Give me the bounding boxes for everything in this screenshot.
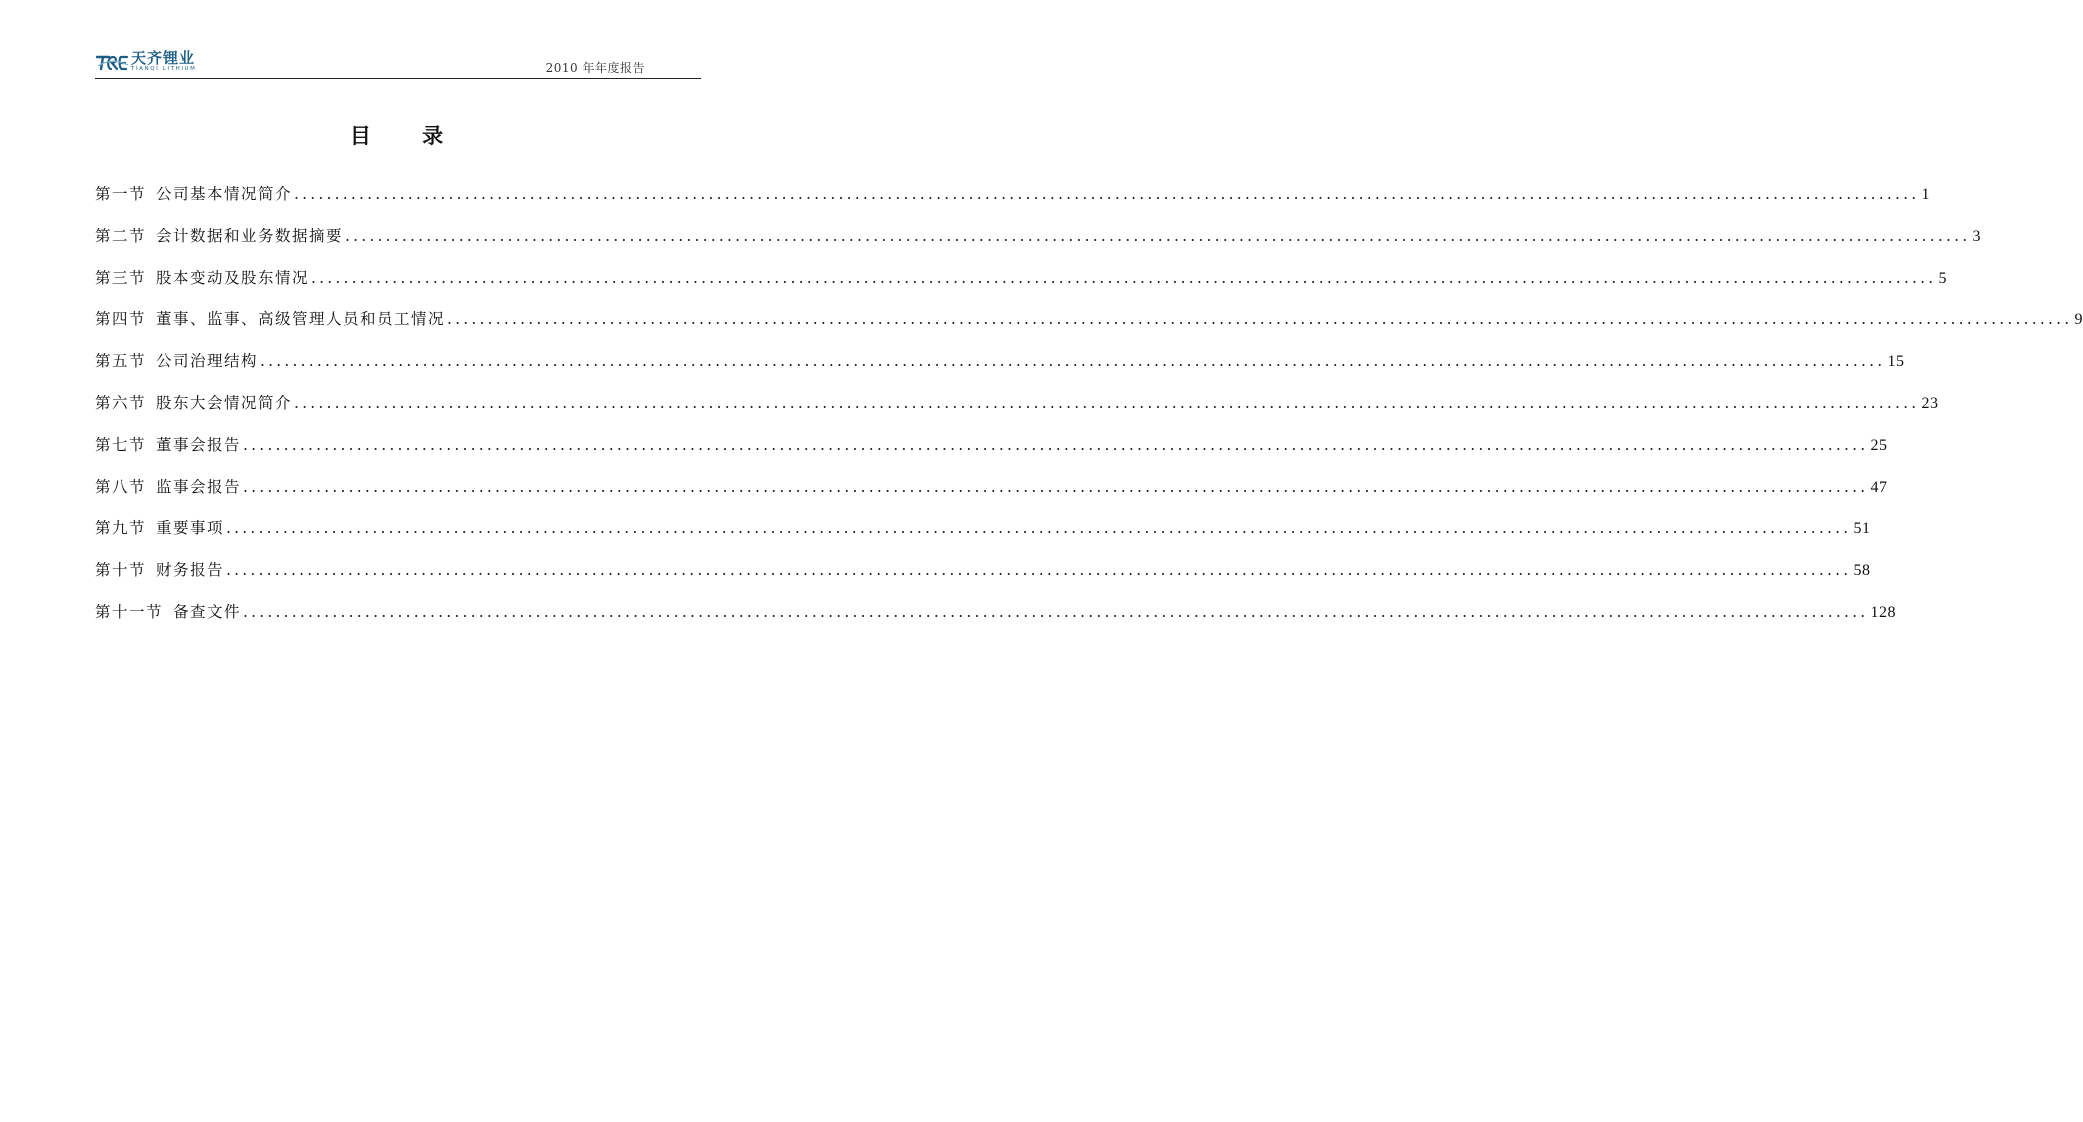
toc-entry-page: 47 <box>1870 478 1888 496</box>
toc-leader-dots: ........................................................................................................................................................................................................ <box>294 393 1920 412</box>
toc-leader-dots: ........................................................................................................................................................................................................ <box>243 602 1869 621</box>
toc-entry-section: 第十一节 <box>95 602 164 621</box>
toc-entry-label <box>95 305 445 333</box>
toc-entry-page: 15 <box>1887 353 1905 371</box>
toc-entry-title: 董事会报告 <box>156 435 242 454</box>
page-header <box>95 50 701 79</box>
toc-entry[interactable] <box>95 514 1871 556</box>
toc-entry[interactable] <box>95 556 1871 598</box>
table-of-contents <box>95 180 2083 640</box>
report-label: 2010 年年度报告 <box>545 61 645 75</box>
toc-leader-dots: ........................................................................................................................................................................................................ <box>226 561 1852 580</box>
toc-title: 目 录 <box>349 124 466 148</box>
toc-leader-dots: ........................................................................................................................................................................................................ <box>243 435 1869 454</box>
toc-leader-dots: ........................................................................................................................................................................................................ <box>447 310 2073 329</box>
logo-chinese-name: 天齐锂业 <box>131 49 196 67</box>
toc-entry-section: 第六节 <box>95 393 147 412</box>
toc-entry-section: 第十节 <box>95 561 147 580</box>
toc-entry[interactable] <box>95 222 1981 264</box>
toc-leader-dots: ........................................................................................................................................................................................................ <box>311 268 1937 287</box>
toc-entry[interactable] <box>95 598 1896 640</box>
toc-entry-section: 第二节 <box>95 226 147 245</box>
toc-entry-title: 股东大会情况简介 <box>156 393 293 412</box>
toc-leader-dots: ........................................................................................................................................................................................................ <box>243 477 1869 496</box>
toc-entry-title: 股本变动及股东情况 <box>156 268 310 287</box>
toc-entry[interactable] <box>95 389 1939 431</box>
toc-entry[interactable] <box>95 180 1930 222</box>
toc-entry-label <box>95 222 343 250</box>
toc-entry-title: 备查文件 <box>173 602 242 621</box>
toc-entry-section: 第九节 <box>95 519 147 538</box>
toc-leader-dots: ........................................................................................................................................................................................................ <box>345 226 1971 245</box>
toc-entry-section: 第三节 <box>95 268 147 287</box>
toc-entry-page: 23 <box>1921 394 1939 412</box>
toc-entry[interactable] <box>95 347 1905 389</box>
toc-entry-label <box>95 347 258 375</box>
toc-entry-page: 3 <box>1972 227 1981 245</box>
company-logo <box>95 50 197 76</box>
toc-entry-title: 会计数据和业务数据摘要 <box>156 226 344 245</box>
toc-entry-section: 第八节 <box>95 477 147 496</box>
toc-leader-dots: ........................................................................................................................................................................................................ <box>260 352 1886 371</box>
toc-entry-label <box>95 389 292 417</box>
toc-entry-page: 1 <box>1921 186 1930 203</box>
toc-entry-page: 5 <box>1938 269 1947 287</box>
toc-entry-label <box>95 514 224 542</box>
toc-entry-section: 第四节 <box>95 310 147 329</box>
toc-entry[interactable] <box>95 305 2083 347</box>
tianqi-logo-icon <box>95 51 129 73</box>
toc-entry[interactable] <box>95 473 1888 515</box>
toc-entry-section: 第一节 <box>95 185 147 203</box>
toc-entry[interactable] <box>95 264 1947 306</box>
toc-entry-label <box>95 598 241 626</box>
toc-entry-page: 58 <box>1853 562 1871 580</box>
toc-entry-page: 9 <box>2074 311 2083 329</box>
toc-leader-dots: ........................................................................................................................................................................................................ <box>226 519 1852 538</box>
toc-leader-dots: ........................................................................................................................................................................................................ <box>294 185 1920 203</box>
toc-entry-label <box>95 264 309 292</box>
toc-entry-title: 监事会报告 <box>156 477 242 496</box>
toc-entry-page: 51 <box>1853 520 1871 538</box>
toc-entry-page: 25 <box>1870 436 1888 454</box>
toc-entry-title: 公司治理结构 <box>156 352 259 371</box>
logo-english-name: TIANQI LITHIUM <box>131 66 197 72</box>
toc-entry-label <box>95 556 224 584</box>
toc-entry-label <box>95 431 241 459</box>
toc-entry-title: 董事、监事、高级管理人员和员工情况 <box>156 310 446 329</box>
toc-entry-title: 财务报告 <box>156 561 225 580</box>
toc-entry[interactable] <box>95 431 1888 473</box>
toc-entry-page: 128 <box>1870 603 1896 621</box>
toc-entry-title: 公司基本情况简介 <box>156 185 293 203</box>
toc-entry-section: 第五节 <box>95 352 147 371</box>
toc-entry-label <box>95 180 292 208</box>
toc-entry-title: 重要事项 <box>156 519 225 538</box>
toc-entry-label <box>95 473 241 501</box>
toc-entry-section: 第七节 <box>95 435 147 454</box>
